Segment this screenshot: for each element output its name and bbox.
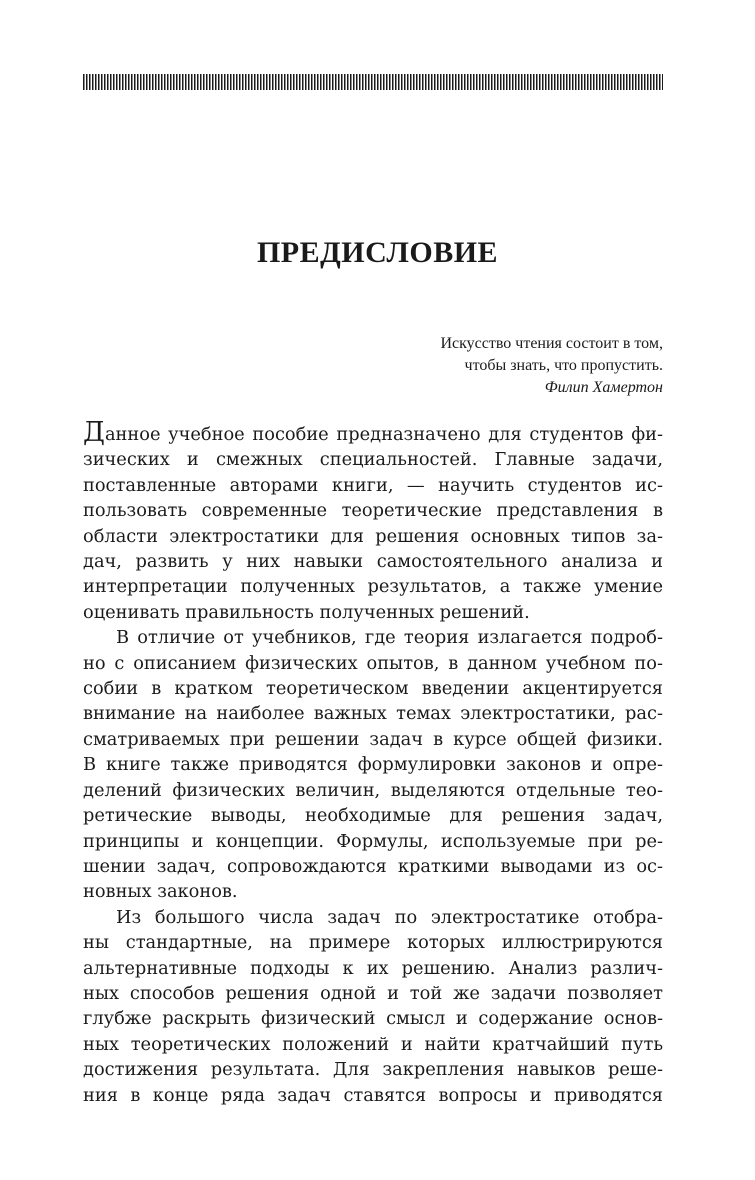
text-line: ны стандартные, на примере которых иллюстрируются: [83, 932, 663, 954]
epigraph: [440, 333, 663, 399]
text-line: В отличие от учебников, где теория излагается подроб-: [116, 627, 663, 649]
text-line: поставленные авторами книги, — научить студентов ис-: [83, 474, 663, 496]
text-line: ных теоретических положений и найти кратчайший путь: [83, 1033, 663, 1055]
text-line: дач, развить у них навыки самостоятельного анализа и: [83, 551, 663, 573]
page-title: ПРЕДИСЛОВИЕ: [256, 236, 499, 269]
text-line: области электростатики для решения основных типов за-: [83, 525, 663, 547]
text-line: ния в конце ряда задач ставятся вопросы и приводятся: [83, 1084, 663, 1106]
epigraph-line: чтобы знать, что пропустить.: [464, 357, 663, 374]
text-line: глубже раскрыть физический смысл и содержание основ-: [83, 1008, 663, 1030]
text-line: ных способов решения одной и той же задачи позволяет: [83, 982, 663, 1004]
text-line: достижения результата. Для закрепления навыков реше-: [83, 1059, 663, 1081]
epigraph-line: Искусство чтения состоит в том,: [440, 335, 663, 352]
header-decorative-rule: [83, 74, 663, 90]
text-line: ретические выводы, необходимые для решения задач,: [83, 805, 663, 827]
text-line: альтернативные подходы к их решению. Анализ различ-: [83, 957, 663, 979]
text-line: зических и смежных специальностей. Главные задачи,: [83, 449, 663, 471]
text-line: внимание на наиболее важных темах электростатики, рас-: [83, 703, 663, 725]
body-text: [83, 417, 663, 1108]
text-line: пользовать современные теоретические представления в: [83, 500, 663, 522]
text-line: новных законов.: [83, 881, 238, 903]
text-line: оценивать правильность полученных решений.: [83, 601, 530, 623]
text-line: В книге также приводятся формулировки законов и опре-: [83, 754, 663, 776]
text-line: Из большого числа задач по электростатике отобра-: [116, 906, 663, 928]
epigraph-author: Филип Хамертон: [544, 379, 663, 396]
text-line: сматриваемых при решении задач в курсе общей физики.: [83, 728, 663, 750]
text-line: шении задач, сопровождаются краткими выводами из ос-: [83, 855, 663, 877]
drop-cap: Д: [83, 417, 105, 448]
text-line: Данное учебное пособие предназначено для студентов фи-: [83, 417, 663, 448]
text-line: но с описанием физических опытов, в данном учебном по-: [83, 652, 663, 674]
text-line: принципы и концепции. Формулы, используемые при ре-: [83, 830, 663, 852]
text-line: интерпретации полученных результатов, а также умение: [83, 576, 663, 598]
text-line: делений физических величин, выделяются отдельные тео-: [83, 779, 663, 801]
text-line: собии в кратком теоретическом введении акцентируется: [83, 678, 663, 700]
